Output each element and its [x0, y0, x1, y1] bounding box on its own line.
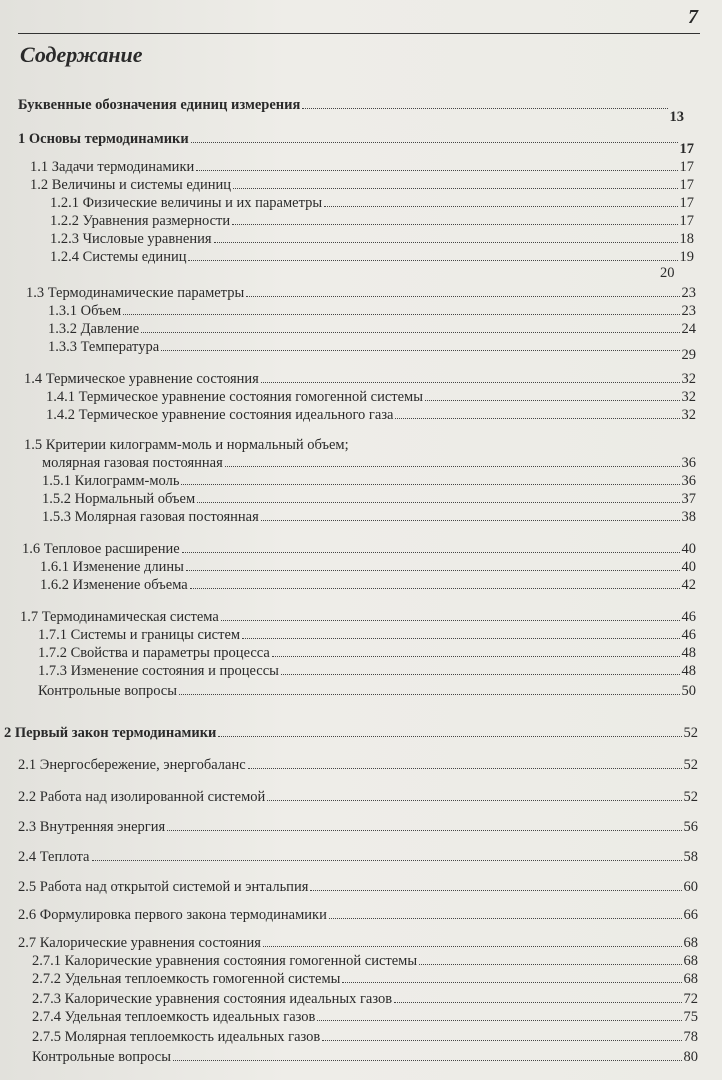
- toc-entry: [660, 264, 696, 282]
- toc-entry-page: 52: [683, 789, 698, 805]
- toc-entry-label: 2.3 Внутренняя энергия: [18, 819, 166, 835]
- toc-entry-page: 46: [681, 627, 696, 643]
- toc-entry-label: 2.7.5 Молярная теплоемкость идеальных газов: [32, 1029, 321, 1045]
- toc-entry: [46, 406, 696, 424]
- toc-entry-page: 32: [681, 389, 696, 405]
- toc-entry-page: 17: [679, 213, 694, 229]
- toc-entry-label: 1.7.1 Системы и границы систем: [38, 627, 241, 643]
- toc-entry-page: 52: [683, 757, 698, 773]
- toc-entry-label: 1.5 Критерии килограмм-моль и нормальный объем;: [24, 437, 349, 453]
- toc-entry: [18, 96, 684, 125]
- toc-entry-label: 1.7.3 Изменение состояния и процессы: [38, 663, 279, 679]
- toc-entry: [40, 558, 696, 576]
- toc-entry-page: 36: [681, 473, 696, 489]
- toc-entry-page: 68: [683, 971, 698, 987]
- toc-entry: [42, 508, 696, 526]
- toc-entry-page: 40: [681, 541, 696, 557]
- toc-entry: [24, 436, 696, 454]
- toc-entry: [40, 576, 696, 594]
- toc-entry-label: 1.6 Тепловое расширение: [22, 541, 180, 557]
- toc-entry-label: 1.6.2 Изменение объема: [40, 577, 188, 593]
- toc-entry-page: 48: [681, 645, 696, 661]
- toc-entry-label: 1.3.2 Давление: [48, 321, 140, 337]
- toc-entry: [50, 248, 694, 266]
- toc-entry-label: молярная газовая постоянная: [42, 455, 223, 471]
- toc-entry-page: 18: [679, 231, 694, 247]
- toc-entry-label: 1.3 Термодинамические параметры: [26, 285, 245, 301]
- toc-entry: [18, 788, 698, 806]
- toc-entry-page: 17: [679, 141, 694, 157]
- toc-entry: [32, 990, 698, 1008]
- toc-entry-label: 2.7.1 Калорические уравнения состояния гомогенной системы: [32, 953, 418, 969]
- toc-entry-label: 2.7.3 Калорические уравнения состояния идеальных газов: [32, 991, 393, 1007]
- toc-entry: [32, 970, 698, 988]
- toc-entry-page: 48: [681, 663, 696, 679]
- toc-entry-page: 37: [681, 491, 696, 507]
- toc-entry-label: Контрольные вопросы: [38, 683, 177, 699]
- toc-entry-page: 72: [683, 991, 698, 1007]
- page-number: 7: [688, 6, 698, 28]
- header-rule: [18, 33, 700, 34]
- toc-entry-label: 1.7 Термодинамическая система: [20, 609, 219, 625]
- toc-entry-page: 17: [679, 177, 694, 193]
- toc-entry-label: 1.6.1 Изменение длины: [40, 559, 184, 575]
- toc-entry-label: 1.4.2 Термическое уравнение состояния идеального газа: [46, 407, 394, 423]
- toc-entry-label: 1.3.3 Температура: [48, 339, 160, 355]
- toc-entry-page: 20: [660, 265, 675, 281]
- toc-entry: [42, 454, 696, 472]
- toc-entry: [32, 1028, 698, 1046]
- toc-entry-page: 23: [681, 285, 696, 301]
- toc-entry-label: 2.5 Работа над открытой системой и энтальпия: [18, 879, 309, 895]
- toc-entry-page: 13: [669, 109, 684, 125]
- toc-entry: [30, 158, 694, 176]
- toc-entry: [32, 952, 698, 970]
- toc-entry-page: 66: [683, 907, 698, 923]
- toc-entry-label: 2.7 Калорические уравнения состояния: [18, 935, 261, 951]
- toc-entry: [32, 1008, 698, 1026]
- toc-entry-page: 58: [683, 849, 698, 865]
- toc-entry: [18, 878, 698, 896]
- toc-entry: [42, 490, 696, 508]
- toc-entry: [46, 388, 696, 406]
- toc-entry: [50, 230, 694, 248]
- toc-entry-page: 24: [681, 321, 696, 337]
- toc-entry-label: 1.4.1 Термическое уравнение состояния гомогенной системы: [46, 389, 423, 405]
- toc-entry-label: 1.3.1 Объем: [48, 303, 122, 319]
- toc-entry-label: 1.5.1 Килограмм-моль: [42, 473, 180, 489]
- toc-entry-page: 80: [683, 1049, 698, 1065]
- toc-entry-page: 68: [683, 953, 698, 969]
- toc-entry-label: 2.7.4 Удельная теплоемкость идеальных газов: [32, 1009, 316, 1025]
- toc-entry-page: 17: [679, 195, 694, 211]
- toc-entry: [38, 644, 696, 662]
- toc-entry: [50, 194, 694, 212]
- toc-entry-label: 1.5.3 Молярная газовая постоянная: [42, 509, 259, 525]
- toc-entry-page: 19: [679, 249, 694, 265]
- toc-entry-label: 2.2 Работа над изолированной системой: [18, 789, 266, 805]
- toc-entry-label: 2.6 Формулировка первого закона термодинамики: [18, 907, 327, 923]
- toc-entry: [38, 662, 696, 680]
- toc-entry-page: 32: [681, 371, 696, 387]
- toc-entry-label: 2.4 Теплота: [18, 849, 90, 865]
- toc-entry-page: 32: [681, 407, 696, 423]
- toc-entry: [48, 320, 696, 338]
- toc-entry: [18, 756, 698, 774]
- toc-entry-label: Контрольные вопросы: [32, 1049, 171, 1065]
- toc-entry: [18, 818, 698, 836]
- toc-entry-label: 1.2.4 Системы единиц: [50, 249, 187, 265]
- toc-entry-page: 23: [681, 303, 696, 319]
- toc-entry: [4, 724, 698, 742]
- toc-entry: [18, 906, 698, 924]
- toc-entry-label: 2 Первый закон термодинамики: [4, 725, 217, 741]
- toc-entry-label: 1.2.3 Числовые уравнения: [50, 231, 212, 247]
- toc-entry-page: 46: [681, 609, 696, 625]
- toc-entry-label: 1.2 Величины и системы единиц: [30, 177, 232, 193]
- toc-entry: [30, 176, 694, 194]
- toc-entry-page: 29: [681, 347, 696, 363]
- toc-entry: [38, 682, 696, 700]
- toc-entry-page: 78: [683, 1029, 698, 1045]
- toc-entry-page: 68: [683, 935, 698, 951]
- toc-entry: [42, 472, 696, 490]
- toc-entry: [38, 626, 696, 644]
- toc-entry-label: 1.1 Задачи термодинамики: [30, 159, 195, 175]
- toc-entry-page: 52: [683, 725, 698, 741]
- toc-entry: [32, 1048, 698, 1066]
- toc-entry: [50, 212, 694, 230]
- toc-entry-label: 1.4 Термическое уравнение состояния: [24, 371, 259, 387]
- toc-entry-label: Буквенные обозначения единиц измерения: [18, 97, 301, 113]
- toc-entry-label: 1 Основы термодинамики: [18, 131, 189, 147]
- toc-entry: [18, 934, 698, 952]
- toc-entry: [48, 302, 696, 320]
- toc-entry-page: 42: [681, 577, 696, 593]
- toc-entry-page: 56: [683, 819, 698, 835]
- toc-entry-page: 50: [681, 683, 696, 699]
- toc-entry: [48, 338, 696, 363]
- toc-entry-label: 2.1 Энергосбережение, энергобаланс: [18, 757, 246, 773]
- toc-entry: [24, 370, 696, 388]
- toc-entry-page: 60: [683, 879, 698, 895]
- toc-entry-page: 40: [681, 559, 696, 575]
- toc-entry: [18, 848, 698, 866]
- toc-entry-page: 38: [681, 509, 696, 525]
- toc-entry-page: 75: [683, 1009, 698, 1025]
- toc-entry-label: 2.7.2 Удельная теплоемкость гомогенной системы: [32, 971, 341, 987]
- toc-entry-page: 17: [679, 159, 694, 175]
- toc-entry: [26, 284, 696, 302]
- toc-entry: [20, 608, 696, 626]
- toc-entry-label: 1.2.2 Уравнения размерности: [50, 213, 231, 229]
- toc-entry-page: 36: [681, 455, 696, 471]
- page-title: Содержание: [20, 42, 143, 67]
- toc-entry-label: 1.7.2 Свойства и параметры процесса: [38, 645, 270, 661]
- toc-entry-label: 1.5.2 Нормальный объем: [42, 491, 196, 507]
- toc-entry-label: 1.2.1 Физические величины и их параметры: [50, 195, 323, 211]
- toc-entry: [18, 130, 694, 157]
- toc-entry: [22, 540, 696, 558]
